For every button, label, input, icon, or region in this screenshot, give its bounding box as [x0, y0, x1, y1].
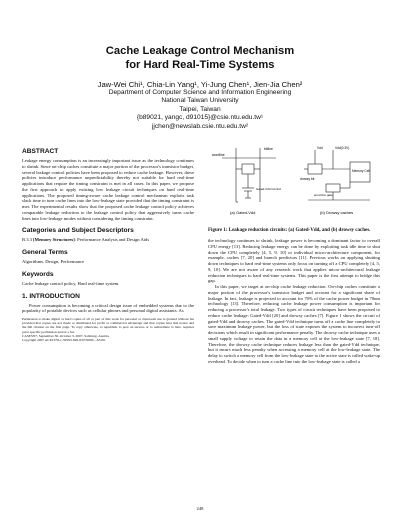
paper-title-line-2: for Hard Real-Time Systems — [125, 59, 275, 71]
author-university: National Taiwan University — [161, 97, 239, 105]
leakage-circuits-diagram — [208, 144, 380, 224]
paper-title-line-1: Cache Leakage Control Mechanism — [105, 45, 295, 57]
vdd-label: Vdd — [317, 146, 323, 150]
general-terms-text: Algorithms, Design, Performance — [22, 259, 85, 264]
page-number: 248 — [196, 506, 204, 511]
left-column — [22, 146, 194, 342]
author-department: Department of Computer Science and Information Engineering — [108, 89, 292, 96]
introduction-text: Power consumption is becoming a critical design issue of embedded systems due to the popularity of portable devices such as cellular phones and personal digital assistants. As — [22, 302, 194, 314]
author-names: Jaw-Wei Chi¹, Chia-Lin Yang¹, Yi-Jung Chen¹, Jien-Jia Chen² — [97, 80, 303, 89]
right-paragraph-2: In this paper, we target at on-chip cache leakage reduction. On-chip caches constitute a major portion of the processor's transistor budget and account for a significant share of leakage. In fact, leakage is projected to account for 70% of the cache power budget in 70nm technology [13]. Therefore, reducing cache leakage power consumption is important for reducing a processor's total leakage. Two types of circuit techniques have been proposed to reduce cache leakage: Gated-Vdd [20] and drowsy caches [7]. Figure 1 shows the circuit of gated-Vdd and drowsy caches. The gated-Vdd technique turns off a cache line completely to save maximum leakage power, but the loss of state exposes the system to incorrect turn-off decisions which result in significant performance penalty. The drowsy cache technique uses a small supply voltage to retain the data in a memory cell at the low-leakage state [7, 18]. Therefore, the drowsy cache technique reduces leakage less than the gated-Vdd technique, but it incurs much less penalty when accessing a memory cell at the low-leakage state. The delay to switch a memory cell from the low-leakage state to the active state is called wake-up overhead. To decide when to turn a cache line into the low-leakage state is called a — [208, 284, 380, 364]
categories-rest: : Performance Analysis and Design Aids — [74, 237, 150, 243]
author-block — [0, 80, 400, 131]
categories-code: B.3.3 — [22, 237, 34, 243]
general-terms-heading: General Terms — [22, 249, 68, 256]
permission-footnote — [22, 317, 194, 342]
wordline-gate-label: word line gate — [314, 193, 333, 197]
author-emails-2: jjchen@newslab.csie.ntu.edu.tw² — [151, 122, 249, 130]
wordline-label: wordline — [212, 153, 225, 157]
right-paragraph-1: the technology continues to shrink, leakage power is becoming a dominant factor to overall CPU energy [13]. Reducing leakage energy can be done by exploiting task idle time to shut down the CPU completely [4, 5, 9, 10] or individual micro-architecture component, for example, caches [7, 20] and branch predictors [11]. Previous works on applying shutting down techniques to hard real-time systems only focus on turning off a CPU completely [4, 5, 9, 10]. We are not aware of any research work that applies micro-architectural leakage reduction techniques to hard real-time systems. This paper is the first attempt to bridge this gap. — [208, 238, 380, 284]
memory-cell-label: Memory Cell — [352, 169, 370, 173]
author-city: Taipei, Taiwan — [179, 105, 221, 113]
figure-label-a: (a) Gated-Vdd — [230, 210, 256, 215]
keywords-heading: Keywords — [22, 270, 54, 278]
keywords-text: Cache leakage control policy, Hard real-time system. — [22, 280, 120, 286]
permission-text: Permission to make digital or hard copies of all or part of this work for personal or classroom use is granted without fee provided that copies are not made or distributed for profit or commercial advantage and that copies bear this notice and the full citation on the first page. To copy otherwise, to republish, to post on servers or to redistribute to lists, requires prior specific permission and/or a fee. — [22, 317, 194, 334]
venue-text: CASES'07, September 30–October 3, 2007, Salzburg, Austria. — [22, 333, 110, 338]
author-emails-1: {b89021, yangc, d91015}@csie.ntu.edu.tw¹ — [136, 114, 264, 122]
vdd-low-label: Vdd(0.3V) — [335, 146, 350, 150]
categories-heading: Categories and Subject Descriptors — [22, 227, 134, 235]
figure-label-b: (b) Drowsy caches — [320, 210, 354, 215]
categories-bold: [Memory Structures] — [33, 237, 75, 243]
bitline-label: bitline — [264, 147, 273, 151]
abstract-heading: ABSTRACT — [22, 148, 59, 155]
abstract-text: Leakage energy consumption is an increasingly important issue as the technology continues to shrink. Since on-chip caches constitute a major portion of the processor's transistor budget, several leakage control policies have been proposed to reduce cache leakage. However, these policies introduce performance unpredictability thereby not suitable for hard real-time applications that require the timing constraint is met in all cases. In this paper, we propose the first approach to apply existing low leakage circuit techniques on hard real-time applications. The proposed timing-aware cache leakage control mechanism exploits task slack time to turn cache lines into the low-leakage state provided that the timing constraint is met. The experimental results show that the proposed cache leakage control policy achieves comparable leakage reduction to the leakage control policy that aggressively turns cache lines into low-leakage modes without considering the timing constraint. — [22, 158, 194, 221]
figure-1 — [208, 144, 380, 224]
figure-1-caption: Figure 1: Leakage reduction circuits: (a) Gated-Vdd, and (b) drowsy caches. — [208, 228, 371, 233]
introduction-heading: 1. INTRODUCTION — [22, 292, 80, 300]
right-column — [208, 226, 380, 365]
drowsy-bit-label: drowsy bit — [300, 177, 315, 181]
gated-vdd-control-label: Gated-Vdd Control — [256, 187, 282, 191]
copyright-text: Copyright 2007 ACM 978-1-59593-826-8/07/0009 ...$5.00. — [22, 338, 106, 343]
